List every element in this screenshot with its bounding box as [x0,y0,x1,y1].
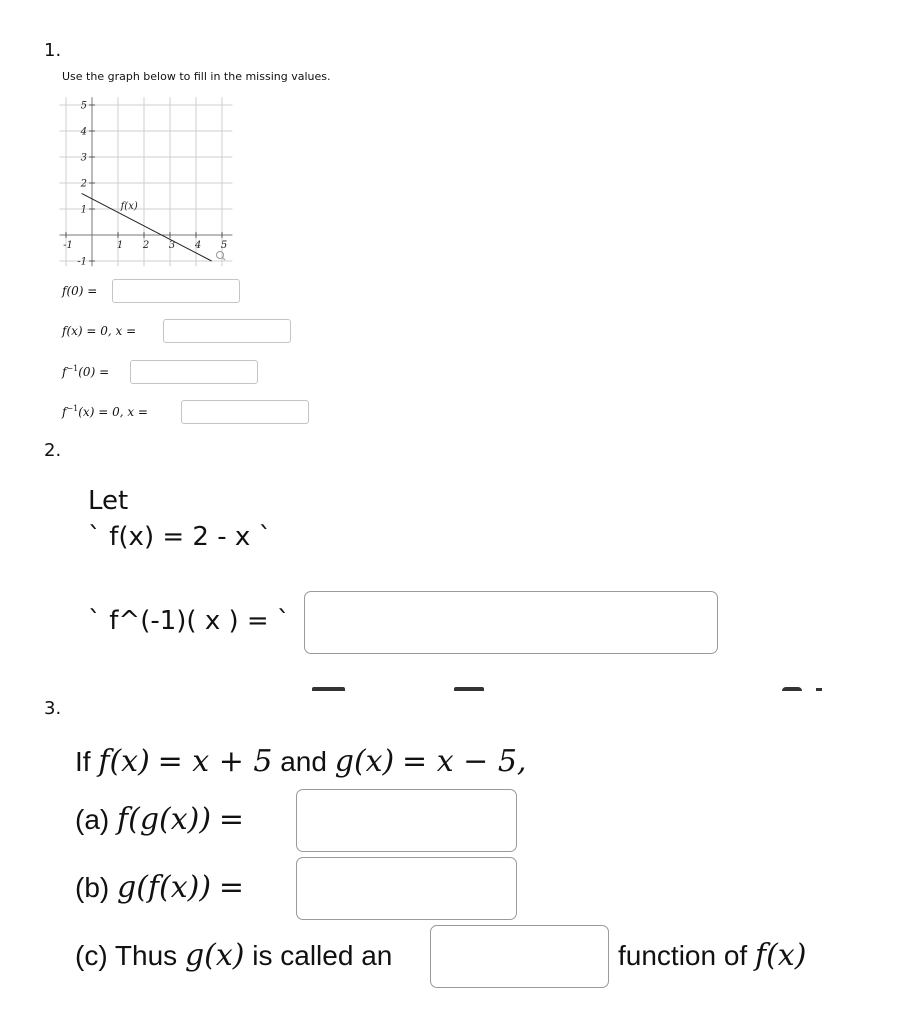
cropped-button-edge [312,687,345,691]
y-tick-label: 1 [80,204,87,216]
x-tick-label: 5 [220,240,228,251]
question-1-instruction: Use the graph below to fill in the missing values. [62,70,331,83]
question-3-number: 3. [44,698,62,719]
q3-intro: If f(x) = x + 5 and g(x) = x − 5, [75,744,527,779]
q1-row-2-label: f(x) = 0, x = [62,324,137,338]
finv0-answer-input[interactable] [130,360,258,384]
q3c-label: (c) Thus g(x) is called an [75,938,393,973]
q2-let: Let [88,486,129,516]
question-2-number: 2. [44,440,62,461]
x-tick-label: 3 [168,240,176,251]
gof-answer-input[interactable] [296,857,517,920]
magnify-icon[interactable] [217,252,226,261]
fx-zero-answer-input[interactable] [163,319,291,343]
x-tick-label: 4 [194,240,202,251]
curve-label: f(x) [120,201,138,212]
x-tick-label: 2 [142,240,150,251]
q2-inverse-prompt: ` f^(-1)( x ) = ` [88,606,290,636]
question-1-number: 1. [44,40,62,61]
q1-row-1-label: f(0) = [62,284,98,298]
y-tick-label: 2 [80,178,87,190]
y-tick-label: 3 [80,152,87,164]
q2-definition: ` f(x) = 2 - x ` [88,522,272,552]
fog-answer-input[interactable] [296,789,517,852]
y-tick-label: -1 [77,256,87,268]
q1-row-3-label: $f^{-1}(0)$ = [62,364,110,379]
q1-graph [58,92,238,270]
inverse-answer-input[interactable] [304,591,718,654]
q3b-label: (b) g(f(x)) = [75,870,244,905]
cropped-icon-edge [782,687,802,691]
q3a-label: (a) f(g(x)) = [75,802,244,837]
finvx-zero-answer-input[interactable] [181,400,309,424]
graph-tick-labels [63,101,227,268]
x-tick-label: 1 [116,240,124,251]
inverse-term-answer-input[interactable] [430,925,609,988]
cropped-button-edge [454,687,484,691]
q3c-tail: function of f(x) [618,938,807,973]
cropped-icon-edge [816,688,822,691]
y-tick-label: 5 [80,100,87,112]
f0-answer-input[interactable] [112,279,240,303]
q1-row-4-label: $f^{-1}(x) = 0$, x = [62,404,148,419]
y-tick-label: 4 [80,126,87,138]
x-tick-label: -1 [63,240,73,251]
